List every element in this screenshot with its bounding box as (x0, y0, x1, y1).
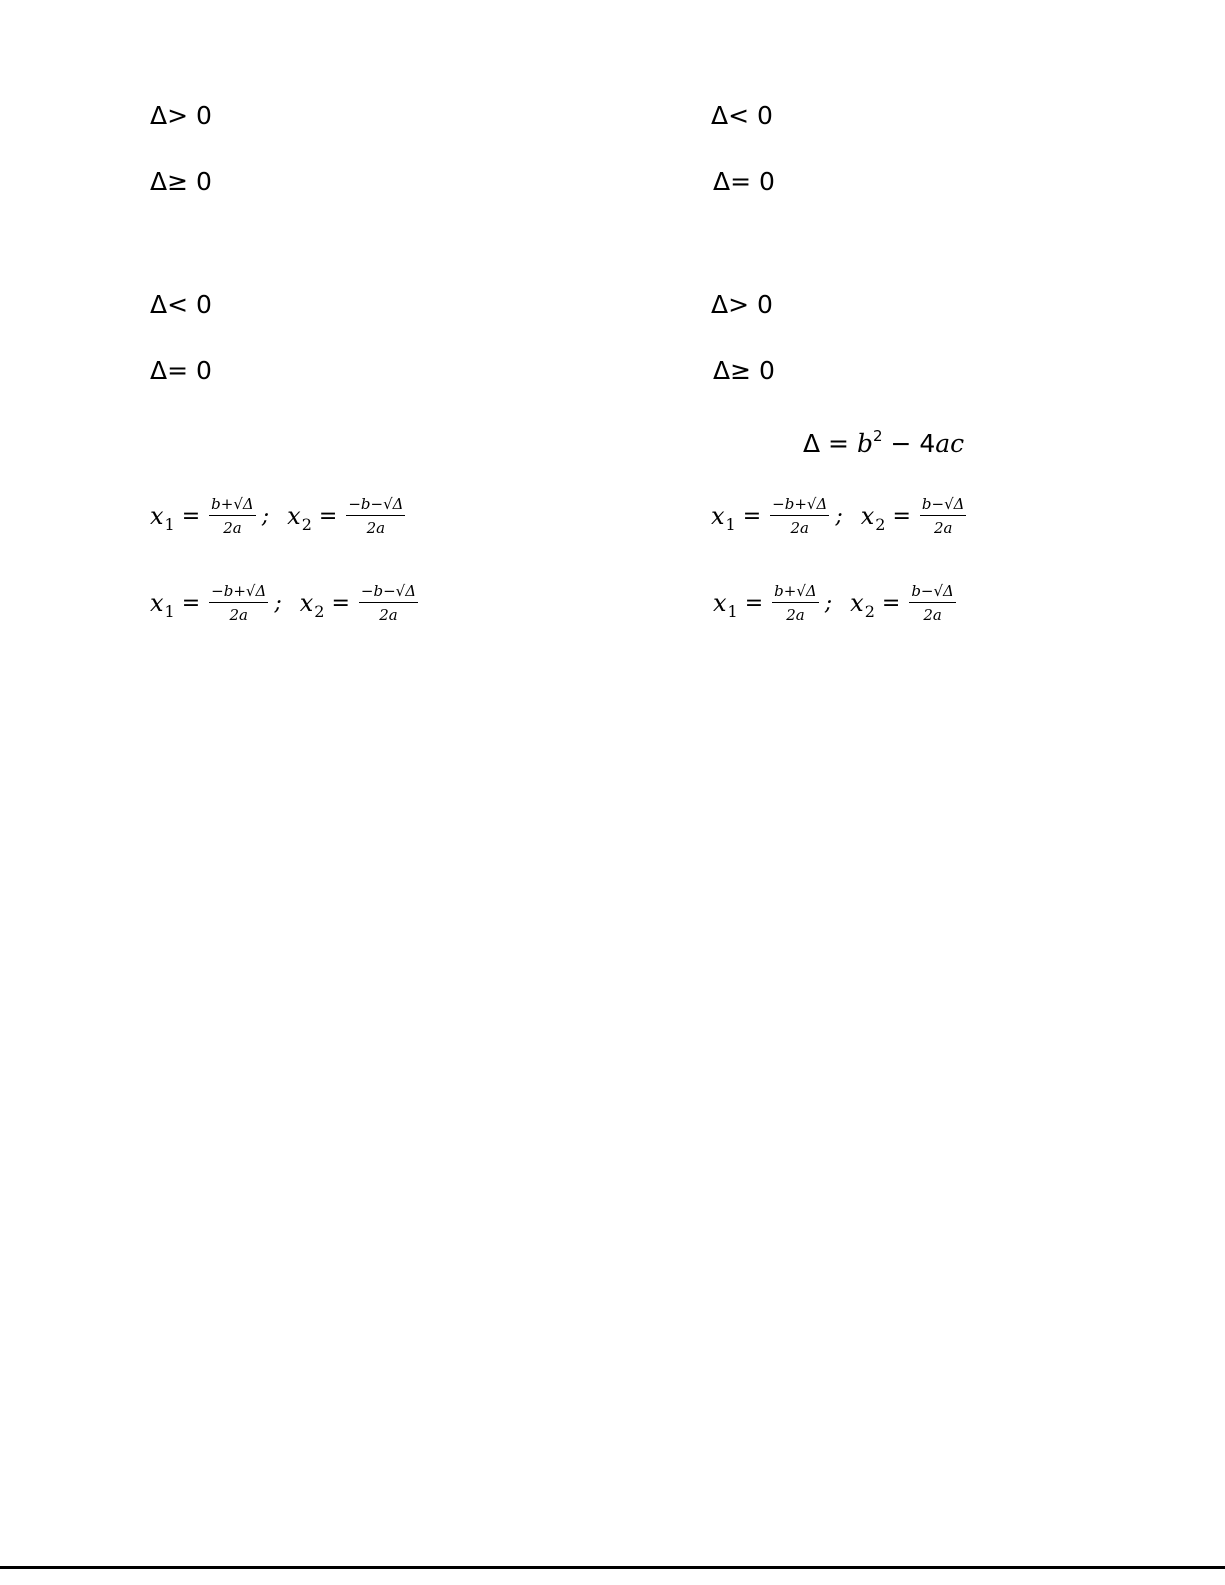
x2-fraction (346, 495, 405, 537)
condition-delta-equal-zero: Δ= 0 (713, 167, 775, 196)
discriminant-rest: − 4 (882, 429, 936, 458)
x2-variable: $x_2$ (299, 589, 325, 621)
x2-fraction (359, 582, 418, 624)
root-formula-option (150, 573, 420, 633)
x2-fraction (909, 582, 956, 624)
fraction-denominator: 2a (923, 606, 942, 624)
condition-delta-greater-zero: Δ> 0 (711, 290, 773, 319)
discriminant-b: b (856, 429, 873, 458)
condition-delta-greater-equal-zero: Δ≥ 0 (150, 167, 212, 196)
equals-sign: = (181, 503, 201, 529)
condition-delta-greater-equal-zero: Δ≥ 0 (713, 356, 775, 385)
fraction-numerator: −b−√Δ (359, 582, 418, 603)
page-bottom-border (0, 1566, 1225, 1569)
fraction-denominator: 2a (229, 606, 248, 624)
equals-sign: = (318, 503, 338, 529)
x1-variable: $x_1$ (711, 502, 736, 534)
condition-delta-greater-zero: Δ> 0 (150, 101, 212, 130)
x2-variable: $x_2$ (860, 502, 886, 534)
fraction-denominator: 2a (790, 519, 809, 537)
condition-delta-less-zero: Δ< 0 (150, 290, 212, 319)
condition-delta-less-zero: Δ< 0 (711, 101, 773, 130)
semicolon: ; (274, 590, 282, 616)
root-formula-option (150, 486, 407, 546)
fraction-numerator: −b−√Δ (346, 495, 405, 516)
semicolon: ; (835, 503, 843, 529)
x1-variable: $x_1$ (150, 502, 175, 534)
fraction-numerator: −b+√Δ (209, 582, 268, 603)
fraction-numerator: b+√Δ (209, 495, 256, 516)
equals-sign: = (892, 503, 911, 529)
discriminant-exponent: 2 (872, 427, 883, 445)
semicolon: ; (261, 503, 270, 529)
fraction-denominator: 2a (933, 519, 953, 537)
equals-sign: = (331, 590, 350, 616)
equals-sign: = (744, 590, 764, 616)
root-formula-option (711, 486, 968, 546)
fraction-numerator: b−√Δ (920, 495, 967, 516)
equals-sign: = (881, 590, 901, 616)
fraction-denominator: 2a (379, 606, 398, 624)
equals-sign: = (742, 503, 762, 529)
semicolon: ; (824, 590, 833, 616)
discriminant-lhs: Δ = (803, 429, 857, 458)
fraction-numerator: b+√Δ (772, 582, 819, 603)
fraction-numerator: −b+√Δ (770, 495, 829, 516)
x2-variable: $x_2$ (287, 502, 312, 534)
fraction-denominator: 2a (223, 519, 242, 537)
x1-fraction (772, 582, 819, 624)
discriminant-formula (803, 420, 964, 460)
discriminant-ac: ac (935, 429, 965, 458)
x2-variable: $x_2$ (850, 589, 875, 621)
x1-fraction (209, 582, 268, 624)
condition-delta-equal-zero: Δ= 0 (150, 356, 212, 385)
x1-fraction (209, 495, 256, 537)
fraction-denominator: 2a (786, 606, 805, 624)
fraction-denominator: 2a (366, 519, 386, 537)
fraction-numerator: b−√Δ (909, 582, 956, 603)
x1-variable: $x_1$ (150, 589, 175, 621)
x1-fraction (770, 495, 829, 537)
x2-fraction (920, 495, 967, 537)
root-formula-option (713, 573, 958, 633)
equals-sign: = (181, 590, 201, 616)
x1-variable: $x_1$ (713, 589, 738, 621)
